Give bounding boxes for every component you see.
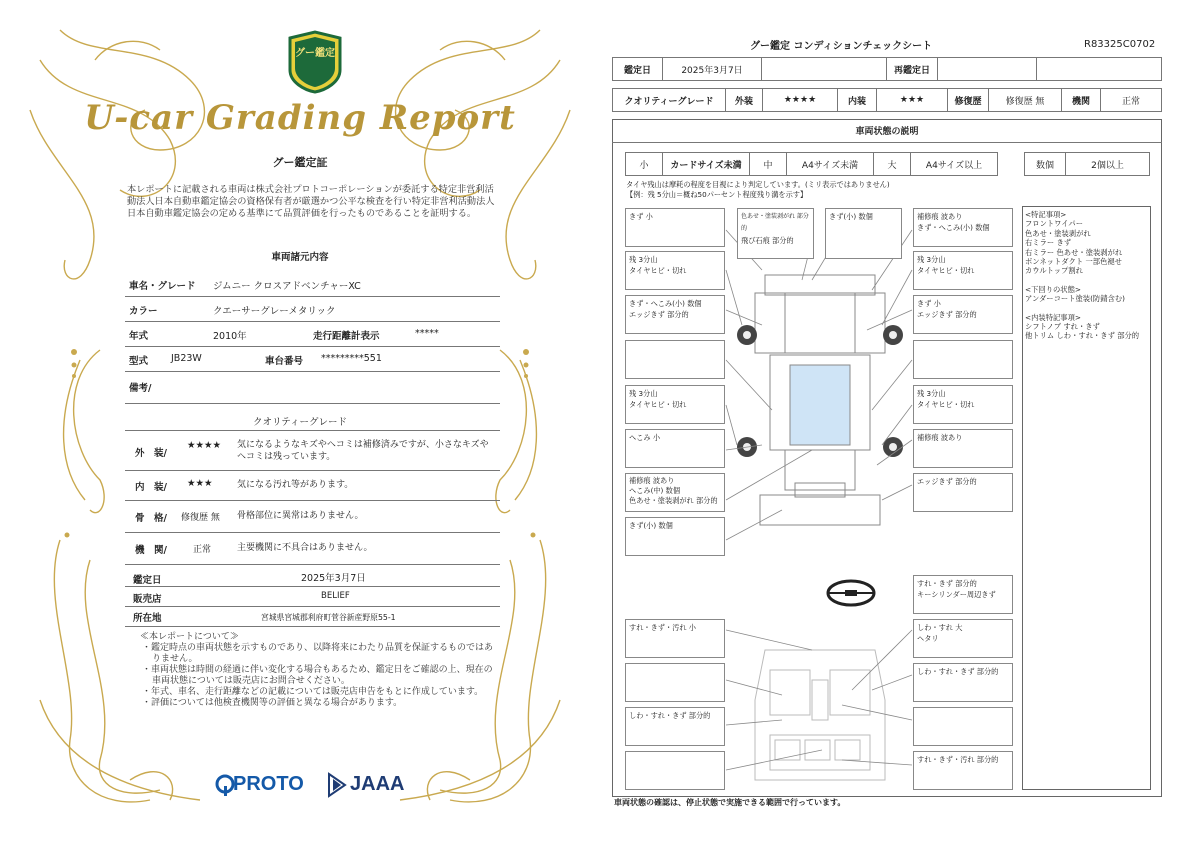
special-note-line: <内装特記事項> xyxy=(1025,312,1082,322)
address-value: 宮城県宮城郡利府町菅谷新産野原55-1 xyxy=(261,613,396,622)
damage-box: きず(小) 数個 xyxy=(625,517,725,556)
special-note-line xyxy=(1025,276,1150,285)
damage-box xyxy=(913,619,1013,658)
legend-count-desc: 2個以上 xyxy=(1065,152,1150,176)
damage-text: エッジきず 部分的 xyxy=(629,310,689,319)
grade-heading: クオリティーグレード xyxy=(252,417,348,428)
damage-text: タイヤヒビ・切れ xyxy=(917,400,975,409)
grade-row-frame xyxy=(125,501,500,533)
note-item: ・年式、車名、走行距離などの記載については販売店申告をもとに作成しています。 xyxy=(142,687,484,697)
chassis-label: 車台番号 xyxy=(265,356,304,367)
spec-heading: 車両諸元内容 xyxy=(271,252,329,263)
special-note-line: フロントワイパー xyxy=(1025,219,1084,229)
damage-text: キーシリンダー周辺きず xyxy=(917,590,996,599)
legend-large: 大 xyxy=(873,152,911,176)
int-value-cell: ★★★ xyxy=(876,88,948,112)
engine-value-cell: 正常 xyxy=(1100,88,1162,112)
damage-text: エッジきず 部分的 xyxy=(917,310,977,319)
damage-text: きず・へこみ(小) 数個 xyxy=(917,223,990,232)
engine-label-cell: 機関 xyxy=(1061,88,1101,112)
section-title: 車両状態の説明 xyxy=(612,119,1162,143)
special-note-line: ボンネットダクト 一部色褪せ xyxy=(1025,257,1122,267)
address-row xyxy=(125,607,500,627)
special-note-line: <特記事項> xyxy=(1025,210,1067,219)
color-value: クエーサーグレーメタリック xyxy=(213,306,336,317)
model-label: 型式 xyxy=(129,356,149,367)
frame-desc: 骨格部位に異常はありません。 xyxy=(237,511,364,521)
year-label: 年式 xyxy=(129,331,149,342)
model-value: JB23W xyxy=(171,353,202,364)
jaaa-logo: JAAA xyxy=(350,773,405,795)
shop-row xyxy=(125,587,500,607)
date-label-cell: 鑑定日 xyxy=(612,57,663,81)
frame-label: 骨 格/ xyxy=(135,513,167,524)
empty-box xyxy=(625,751,725,790)
damage-box xyxy=(913,208,1013,247)
name-value: ジムニー クロスアドベンチャーXC xyxy=(213,281,361,292)
damage-text: きず・へこみ(小) 数個 xyxy=(629,299,702,308)
proto-logo: PROTO xyxy=(233,773,304,795)
damage-box: 補修痕 波あり xyxy=(913,429,1013,468)
special-note-line: 色あせ・塗装剥がれ xyxy=(1025,228,1091,238)
jaaa-logo-icon xyxy=(327,772,347,798)
damage-box: エッジきず 部分的 xyxy=(913,473,1013,512)
badge-text: グー鑑定 xyxy=(295,48,335,59)
appraisal-date-label: 鑑定日 xyxy=(133,575,162,586)
special-note-line: シフトノブ すれ・きず xyxy=(1025,322,1100,332)
empty-box xyxy=(625,340,725,379)
damage-box: へこみ 小 xyxy=(625,429,725,468)
damage-box: すれ・きず・汚れ 小 xyxy=(625,619,725,658)
exterior-stars: ★★★★ xyxy=(187,440,222,451)
damage-text: 残 3分山 xyxy=(917,255,946,264)
spec-row-model xyxy=(125,347,500,372)
interior-label: 内 装/ xyxy=(135,482,167,493)
grade-row-interior xyxy=(125,471,500,501)
damage-text: 残 3分山 xyxy=(629,389,658,398)
ext-label-cell: 外装 xyxy=(725,88,763,112)
damage-box xyxy=(913,575,1013,614)
spec-row-year xyxy=(125,322,500,347)
damage-box xyxy=(913,295,1013,334)
tire-note xyxy=(626,180,890,200)
tire-note-line: 【例：残 5分山＝概ね50パーセント程度残り溝を示す】 xyxy=(626,190,808,199)
special-note-line xyxy=(1025,304,1150,313)
frame-value: 修復歴 無 xyxy=(181,513,220,523)
grade-row-exterior xyxy=(125,431,500,471)
date-value-cell: 2025年3月7日 xyxy=(662,57,762,81)
mileage-value: ***** xyxy=(415,328,439,339)
legend-medium: 中 xyxy=(749,152,787,176)
damage-text: しわ・すれ 大 xyxy=(917,623,963,632)
legend-count: 数個 xyxy=(1024,152,1066,176)
damage-text: へこみ(中) 数個 xyxy=(629,486,681,495)
mileage-label: 走行距離計表示 xyxy=(313,331,380,342)
repair-label-cell: 修復歴 xyxy=(947,88,989,112)
int-label-cell: 内装 xyxy=(837,88,877,112)
chassis-value: *********551 xyxy=(321,353,382,364)
reappraisal-value-cell xyxy=(937,57,1037,81)
damage-box xyxy=(625,473,725,512)
damage-text: タイヤヒビ・切れ xyxy=(629,266,687,275)
certificate-heading: グー鑑定証 xyxy=(272,156,328,169)
interior-stars: ★★★ xyxy=(187,478,213,489)
legend-large-desc: A4サイズ以上 xyxy=(910,152,998,176)
footer-note: 車両状態の確認は、停止状態で実施できる範囲で行っています。 xyxy=(614,798,846,807)
engine-value: 正常 xyxy=(193,545,212,555)
damage-text: 色あせ・塗装剥がれ 部分的 xyxy=(629,496,718,505)
remarks-label: 備考/ xyxy=(129,383,152,394)
damage-text: 補修痕 波あり xyxy=(629,476,675,485)
name-label: 車名・グレード xyxy=(129,281,196,292)
damage-text: 残 3分山 xyxy=(917,389,946,398)
damage-box: すれ・きず・汚れ 部分的 xyxy=(913,751,1013,790)
appraisal-date-value: 2025年3月7日 xyxy=(301,573,366,584)
shop-value: BELIEF xyxy=(321,591,350,601)
tire-note-line: タイヤ残山は摩耗の程度を目視により判定しています。(ミリ表示ではありません) xyxy=(626,180,890,189)
note-item: ・車両状態は時間の経過に伴い変化する場合もあるため、鑑定日をご確認の上、現在の車両状態については販売店にお問合せください。 xyxy=(142,665,493,686)
sheet-code: R83325C0702 xyxy=(1084,39,1156,50)
exterior-desc: 気になるようなキズやヘコミは補修済みですが、小さなキズやヘコミは残っています。 xyxy=(237,440,489,462)
damage-box: きず 小 xyxy=(625,208,725,247)
damage-box xyxy=(737,208,814,259)
damage-text: ヘタリ xyxy=(917,634,939,643)
tire-box xyxy=(625,251,725,290)
footer-logos xyxy=(215,770,415,800)
report-script-title: U-car Grading Report xyxy=(84,98,516,138)
damage-box: しわ・すれ・きず 部分的 xyxy=(625,707,725,746)
legend-medium-desc: A4サイズ未満 xyxy=(786,152,874,176)
damage-text: 飛び石痕 部分的 xyxy=(741,236,794,245)
spec-row-remarks xyxy=(125,372,500,404)
blank-cell xyxy=(1036,57,1162,81)
empty-box xyxy=(913,340,1013,379)
repair-value-cell: 修復歴 無 xyxy=(988,88,1062,112)
damage-text: きず 小 xyxy=(917,299,941,308)
special-note-line: 他トリム しわ・すれ・きず 部分的 xyxy=(1025,331,1140,341)
certificate-statement: 本レポートに記載される車両は株式会社プロトコーポレーションが委託する特定非営利活動法人日本自動車鑑定協会の資格保有者が厳選かつ公平な検査を行い特定非営利活動法人日本自動車鑑定協会の定める基準にて品質評価を行ったものであることを証明する。 xyxy=(127,184,495,219)
special-notes xyxy=(1025,210,1150,341)
special-note-line: 右ミラー 色あせ・塗装剥がれ xyxy=(1025,247,1123,257)
legend-small: 小 xyxy=(625,152,663,176)
reappraisal-label-cell: 再鑑定日 xyxy=(886,57,938,81)
ext-value-cell: ★★★★ xyxy=(762,88,838,112)
special-note-line: <下回りの状態> xyxy=(1025,284,1082,294)
exterior-label: 外 装/ xyxy=(135,448,167,459)
tire-box xyxy=(913,251,1013,290)
address-label: 所在地 xyxy=(133,613,162,624)
shop-label: 販売店 xyxy=(133,594,162,605)
damage-text: 色あせ・塗装剥がれ 部分的 xyxy=(741,213,809,232)
special-note-line: アンダーコート塗装(防錆含む) xyxy=(1025,294,1125,304)
empty-box xyxy=(913,707,1013,746)
sheet-title: グー鑑定 コンディションチェックシート xyxy=(750,41,933,52)
engine-desc: 主要機関に不具合はありません。 xyxy=(237,543,373,553)
damage-text: 補修痕 波あり xyxy=(917,212,963,221)
quality-grade-label-cell: クオリティーグレード xyxy=(612,88,726,112)
goo-appraisal-badge-logo xyxy=(286,30,344,94)
spec-row-name xyxy=(125,272,500,297)
tire-box xyxy=(625,385,725,424)
spec-row-color xyxy=(125,297,500,322)
appraisal-date-row xyxy=(125,567,500,587)
damage-box: しわ・すれ・きず 部分的 xyxy=(913,663,1013,702)
damage-box xyxy=(625,295,725,334)
note-item: ・鑑定時点の車両状態を示すものであり、以降将来にわたり品質を保証するものではありません。 xyxy=(142,643,494,664)
damage-box: きず(小) 数個 xyxy=(825,208,902,259)
color-label: カラー xyxy=(129,306,158,317)
damage-text: 残 3分山 xyxy=(629,255,658,264)
damage-text: タイヤヒビ・切れ xyxy=(917,266,975,275)
notes-heading: ≪本レポートについて≫ xyxy=(140,632,239,642)
note-item: ・評価については他検査機関等の評価と異なる場合があります。 xyxy=(142,698,403,708)
blank-cell xyxy=(761,57,887,81)
special-note-line: カウルトップ割れ xyxy=(1025,266,1083,276)
report-notes xyxy=(140,632,500,709)
year-value: 2010年 xyxy=(213,331,247,342)
grade-row-engine xyxy=(125,533,500,565)
tire-box xyxy=(913,385,1013,424)
special-note-line: 右ミラー きず xyxy=(1025,238,1072,248)
damage-text: タイヤヒビ・切れ xyxy=(629,400,687,409)
damage-text: すれ・きず 部分的 xyxy=(917,579,977,588)
empty-box xyxy=(625,663,725,702)
legend-small-desc: カードサイズ未満 xyxy=(662,152,750,176)
engine-label: 機 関/ xyxy=(135,545,167,556)
proto-logo-icon xyxy=(215,774,235,796)
interior-desc: 気になる汚れ等があります。 xyxy=(237,480,354,490)
